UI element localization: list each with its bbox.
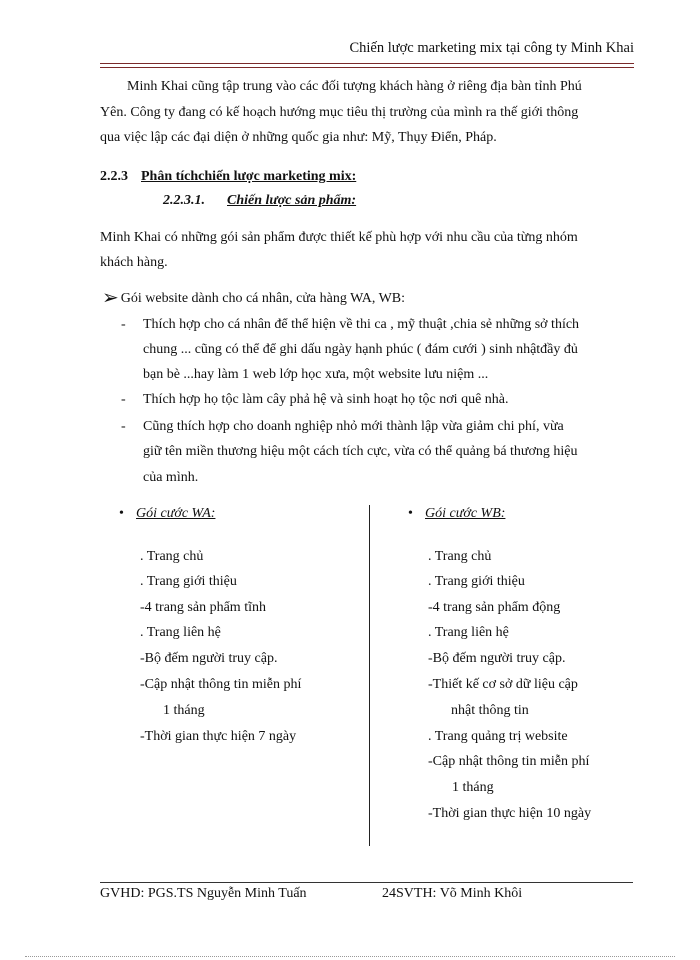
- plan-wb-item: . Trang chủ: [428, 549, 492, 564]
- page-boundary: [25, 956, 675, 957]
- header-double-rule: [100, 63, 634, 68]
- plan-wb-item: . Trang giới thiệu: [428, 574, 525, 589]
- dash-item-line: Thích hợp họ tộc làm cây phả hệ và sinh hoạt họ tộc nơi quê nhà.: [143, 392, 509, 407]
- plan-wb-item: 1 tháng: [452, 780, 494, 795]
- section-title: Phân tíchchiến lược marketing mix:: [141, 169, 357, 184]
- dash-item-line: bạn bè ...hay làm 1 web lớp học xưa, một website lưu niệm ...: [143, 367, 489, 382]
- plan-wa-item: . Trang chủ: [140, 549, 204, 564]
- dash-item-line: Thích hợp cho cá nhân để thể hiện về thi ca , mỹ thuật ,chia sẻ những sở thích: [143, 317, 580, 332]
- dash-marker: -: [121, 317, 126, 332]
- plan-wb-item: -Bộ đếm người truy cập.: [428, 651, 566, 666]
- bullet-icon: •: [408, 506, 413, 521]
- footer-advisor: GVHD: PGS.TS Nguyễn Minh Tuấn: [100, 886, 307, 901]
- plan-wa-item: 1 tháng: [163, 703, 205, 718]
- plan-wb-item: . Trang liên hệ: [428, 625, 509, 640]
- arrow-bullet-icon: ➢: [102, 287, 119, 309]
- column-divider: [369, 505, 370, 846]
- plan-wb-item: -Thời gian thực hiện 10 ngày: [428, 806, 592, 821]
- plan-wa-item: . Trang liên hệ: [140, 625, 221, 640]
- plan-wa-item: . Trang giới thiệu: [140, 574, 237, 589]
- dash-item-line: của mình.: [143, 470, 199, 485]
- plan-wa-title: Gói cước WA:: [136, 506, 216, 521]
- package-heading: [102, 289, 405, 308]
- intro-line: Yên. Công ty đang có kế hoạch hướng mục tiêu thị trường của mình ra thế giới thông: [100, 105, 579, 120]
- dash-item-line: Cũng thích hợp cho doanh nghiệp nhỏ mới thành lập vừa giảm chi phí, vừa: [143, 419, 564, 434]
- plan-wa-item: -4 trang sản phẩm tĩnh: [140, 600, 266, 615]
- plan-wb-item: -Cập nhật thông tin miễn phí: [428, 754, 590, 769]
- dash-marker: -: [121, 419, 126, 434]
- intro-line: Minh Khai cũng tập trung vào các đối tượng khách hàng ở riêng địa bàn tỉnh Phú: [127, 79, 582, 94]
- subsection-number: 2.2.3.1.: [163, 193, 205, 208]
- intro-line: qua việc lập các đại diện ở những quốc gia như: Mỹ, Thụy Điển, Pháp.: [100, 130, 497, 145]
- footer-rule: [100, 882, 633, 883]
- plan-wa-item: -Cập nhật thông tin miễn phí: [140, 677, 302, 692]
- product-line: khách hàng.: [100, 255, 168, 270]
- subsection-title: Chiến lược sản phẩm:: [227, 193, 357, 208]
- dash-item-line: chung ... cũng có thể để ghi dấu ngày hạnh phúc ( đám cưới ) sinh nhậtđầy đủ: [143, 342, 578, 357]
- footer-student: 24SVTH: Võ Minh Khôi: [382, 886, 523, 901]
- plan-wb-item: . Trang quảng trị website: [428, 729, 568, 744]
- bullet-icon: •: [119, 506, 124, 521]
- section-number: 2.2.3: [100, 169, 128, 184]
- plan-wa-item: -Bộ đếm người truy cập.: [140, 651, 278, 666]
- dash-item-line: giữ tên miền thương hiệu một cách tích cực, vừa có thể quảng bá thương hiệu: [143, 444, 578, 459]
- page-header-title: Chiến lược marketing mix tại công ty Minh Khai: [349, 40, 634, 56]
- plan-wb-title: Gói cước WB:: [425, 506, 506, 521]
- plan-wb-item: nhật thông tin: [451, 703, 529, 718]
- package-heading-text: Gói website dành cho cá nhân, cửa hàng WA, WB:: [120, 291, 406, 306]
- plan-wa-item: -Thời gian thực hiện 7 ngày: [140, 729, 297, 744]
- plan-wb-item: -4 trang sản phẩm động: [428, 600, 561, 615]
- dash-marker: -: [121, 392, 126, 407]
- product-line: Minh Khai có những gói sản phẩm được thiết kế phù hợp với nhu cầu của từng nhóm: [100, 230, 578, 245]
- plan-wb-item: -Thiết kế cơ sở dữ liệu cập: [428, 677, 578, 692]
